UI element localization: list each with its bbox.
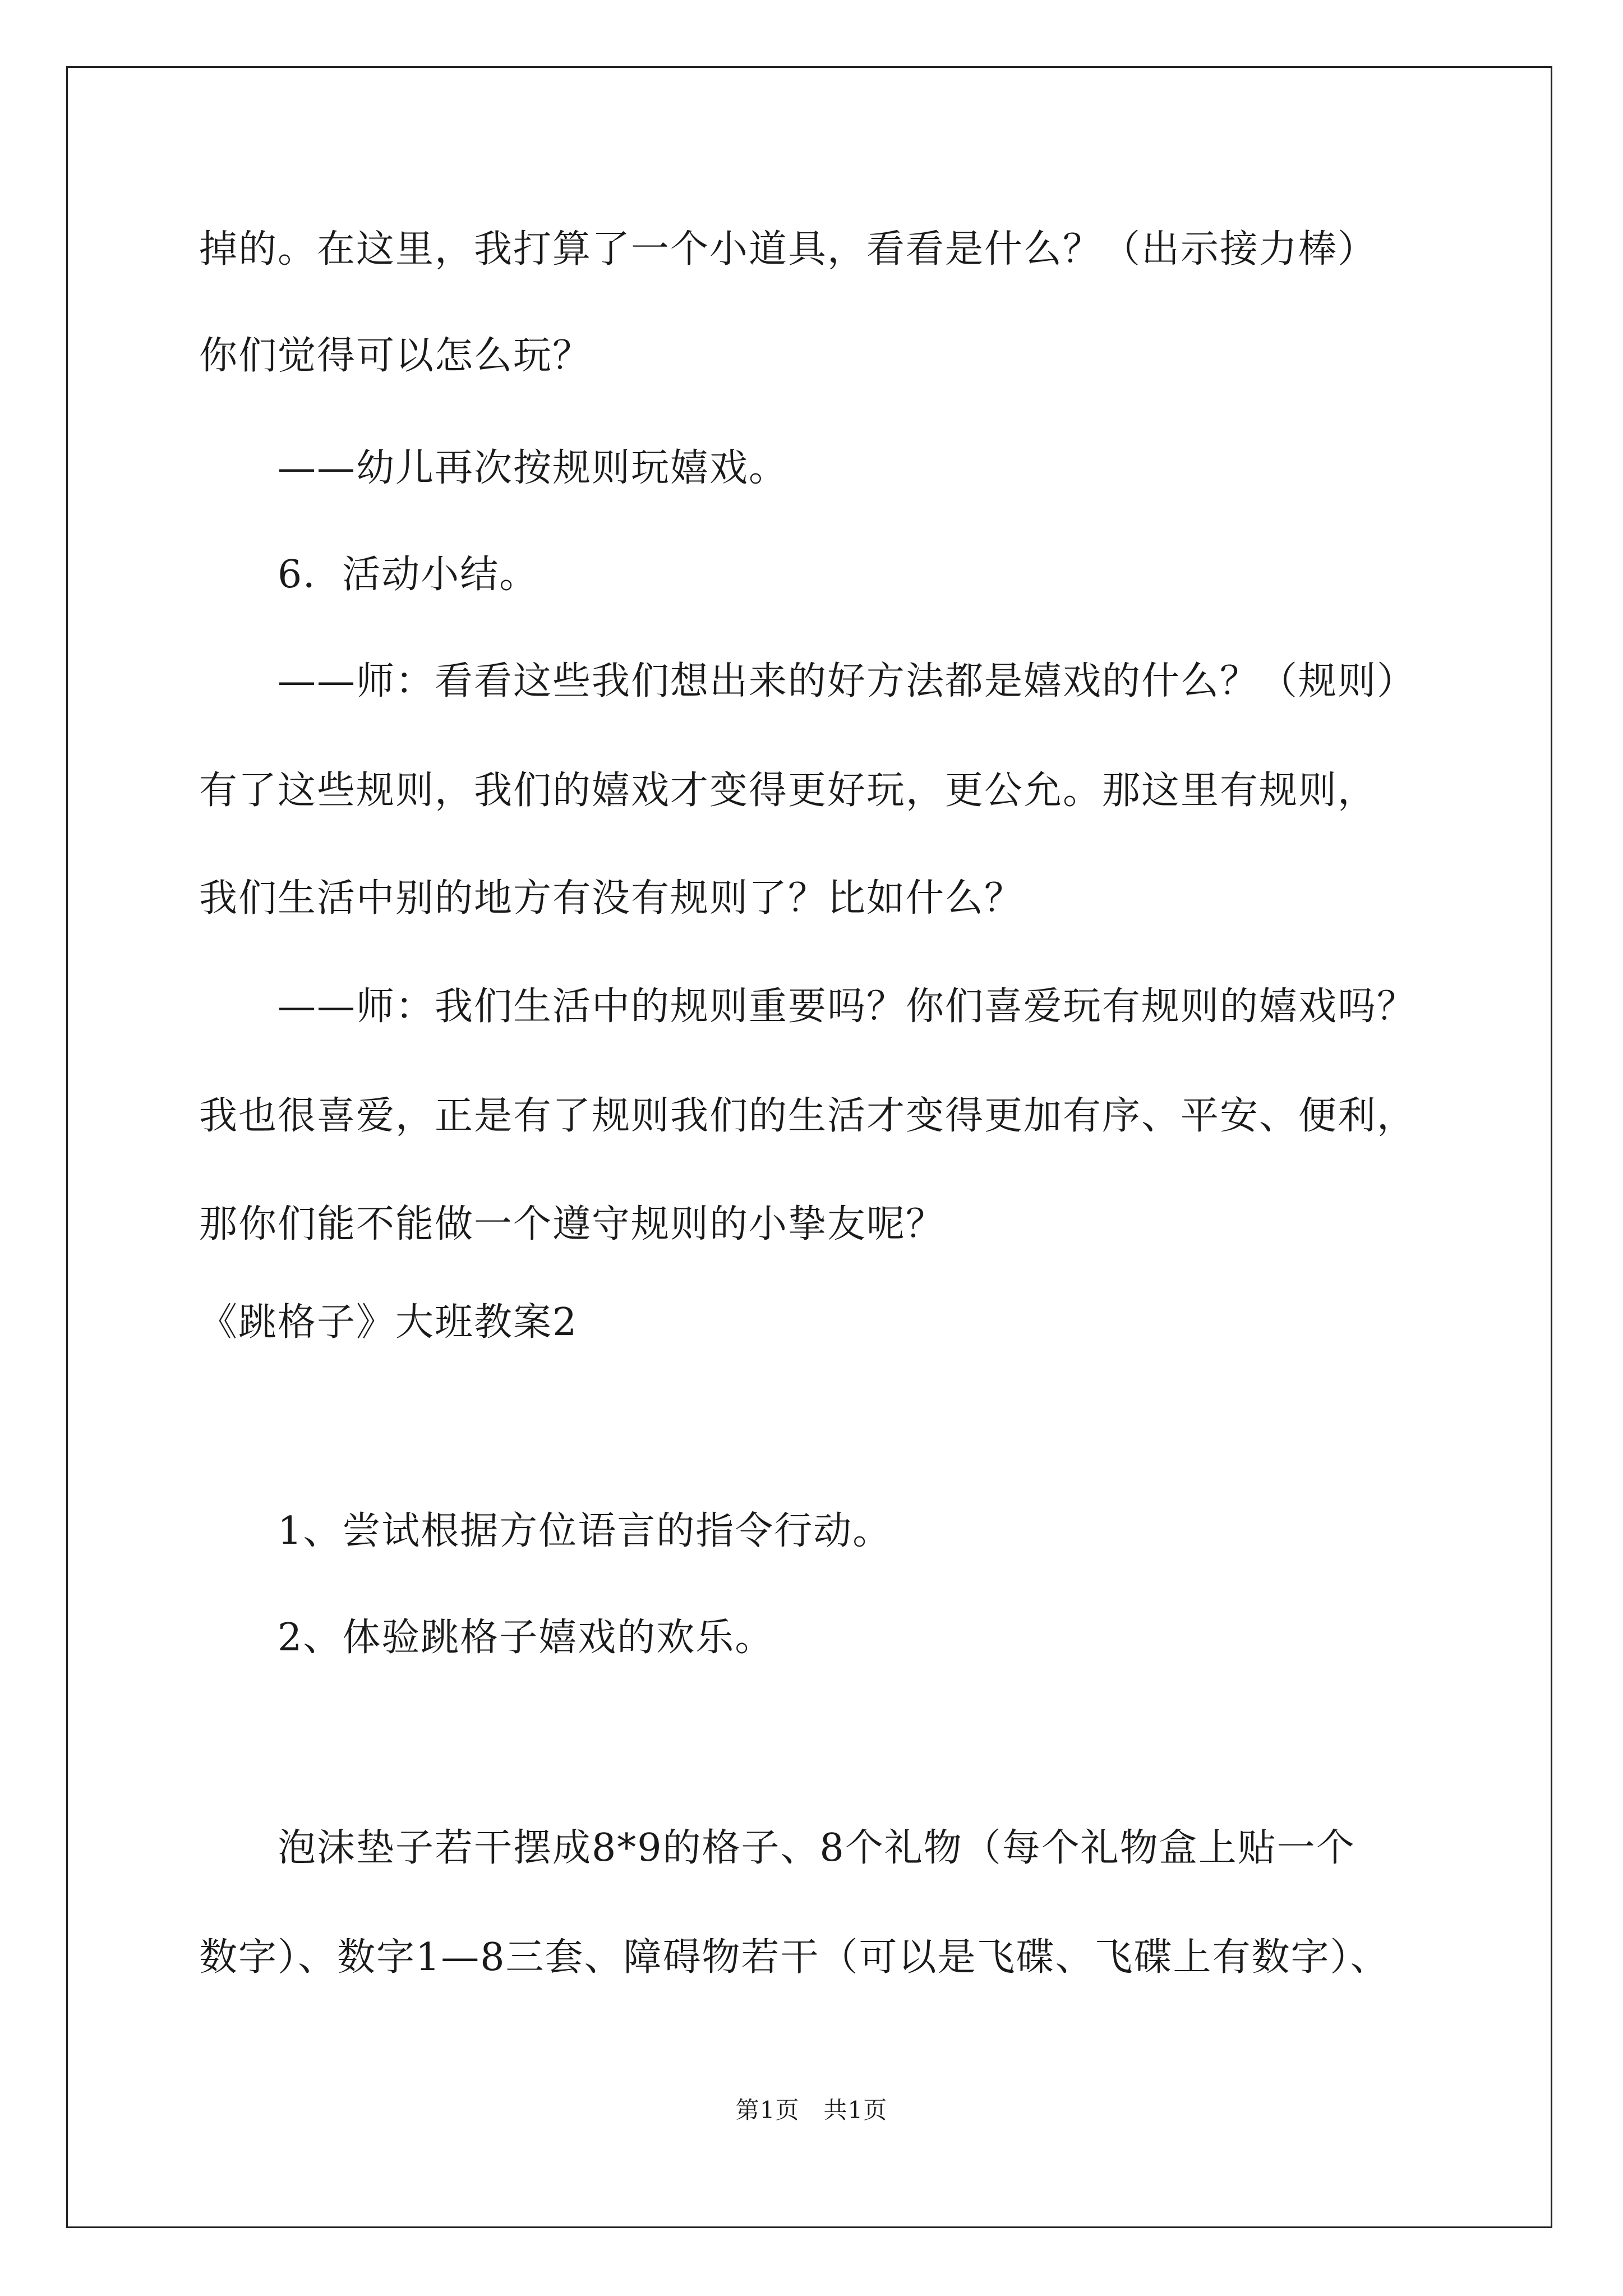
- text-line-5: ——师：看看这些我们想出来的好方法都是嬉戏的什么？（规则）: [278, 659, 1417, 703]
- objective-1: 1、尝试根据方位语言的指令行动。: [278, 1509, 892, 1553]
- page-border: [66, 66, 1552, 2228]
- text-line-2: 你们觉得可以怎么玩？: [199, 334, 592, 378]
- text-line-10: 那你们能不能做一个遵守规则的小挚友呢？: [199, 1202, 946, 1246]
- section-heading: 《跳格子》大班教案2: [199, 1300, 578, 1345]
- objective-2: 2、体验跳格子嬉戏的欢乐。: [278, 1616, 774, 1660]
- text-line-7: 我们生活中别的地方有没有规则了？比如什么？: [199, 876, 1024, 921]
- page-number: 第1页 共1页: [735, 2096, 888, 2124]
- text-line-3: ——幼儿再次按规则玩嬉戏。: [278, 446, 789, 490]
- text-line-9: 我也很喜爱，正是有了规则我们的生活才变得更加有序、平安、便利，: [199, 1094, 1417, 1138]
- text-line-1: 掉的。在这里，我打算了一个小道具，看看是什么？（出示接力棒）: [199, 227, 1377, 272]
- text-line-8: ——师：我们生活中的规则重要吗？你们喜爱玩有规则的嬉戏吗？: [278, 984, 1417, 1029]
- materials-line-1: 泡沫垫子若干摆成8*9的格子、8个礼物（每个礼物盒上贴一个: [278, 1826, 1355, 1870]
- text-line-6: 有了这些规则，我们的嬉戏才变得更好玩，更公允。那这里有规则，: [199, 769, 1377, 813]
- text-line-4: 6．活动小结。: [278, 553, 539, 597]
- materials-line-2: 数字）、数字1—8三套、障碍物若干（可以是飞碟、飞碟上有数字）、: [199, 1935, 1390, 1980]
